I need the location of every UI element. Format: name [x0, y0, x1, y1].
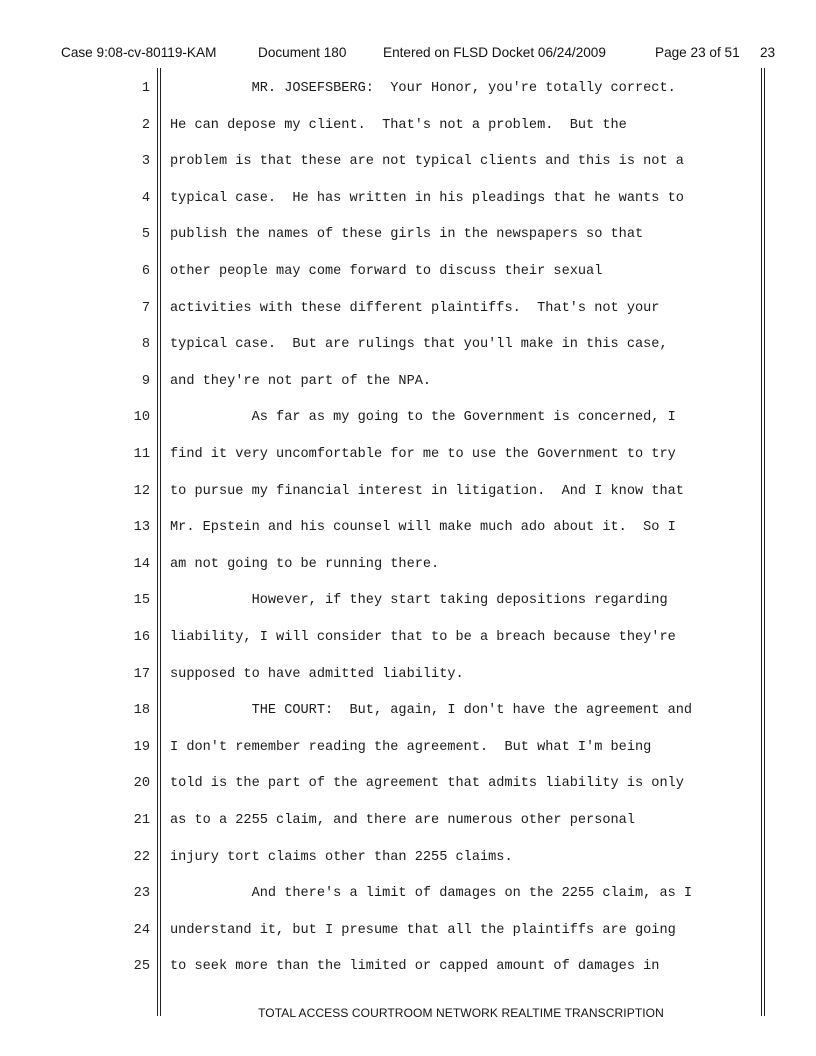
line-number: 5: [141, 227, 150, 243]
line-text: supposed to have admitted liability.: [170, 666, 464, 682]
line-text: told is the part of the agreement that admits liability is only: [170, 776, 684, 792]
transcript-line: [0, 775, 816, 812]
line-number: 25: [133, 959, 150, 975]
transcript-footer: TOTAL ACCESS COURTROOM NETWORK REALTIME TRANSCRIPTION: [258, 1006, 664, 1020]
line-number: 1: [141, 81, 150, 96]
line-number: 17: [133, 666, 150, 682]
transcript-line: [0, 666, 816, 703]
line-number: 16: [133, 630, 150, 645]
transcript-line: [0, 190, 816, 227]
line-number: 23: [133, 886, 150, 902]
line-number: 20: [133, 776, 150, 792]
transcript-line: [0, 117, 816, 154]
line-number: 6: [141, 264, 150, 279]
transcript-line: [0, 702, 816, 739]
line-text: as to a 2255 claim, and there are numerous other personal: [170, 813, 635, 828]
transcript-line: [0, 300, 816, 337]
line-number: 15: [133, 593, 150, 609]
docket-entry-date: Entered on FLSD Docket 06/24/2009: [383, 45, 606, 60]
transcript-line: [0, 739, 816, 776]
transcript-line: [0, 336, 816, 373]
transcript-line: [0, 519, 816, 556]
line-number: 19: [133, 739, 150, 755]
line-text: As far as my going to the Government is concerned, I: [170, 410, 676, 426]
line-number: 13: [133, 520, 150, 536]
line-number: 18: [133, 703, 150, 719]
line-number: 14: [133, 556, 150, 572]
case-number: Case 9:08-cv-80119-KAM: [61, 45, 217, 60]
line-text: THE COURT: But, again, I don't have the agreement and: [170, 703, 693, 719]
line-text: am not going to be running there.: [170, 556, 440, 572]
line-text: and they're not part of the NPA.: [170, 373, 432, 389]
transcript-line: [0, 629, 816, 666]
transcript-line: [0, 226, 816, 263]
line-text: find it very uncomfortable for me to use the Government to try: [170, 447, 676, 462]
line-text: activities with these different plaintiffs. That's not your: [170, 300, 660, 316]
line-number: 24: [133, 922, 150, 938]
line-text: liability, I will consider that to be a breach because they're: [170, 630, 676, 645]
transcript-line: [0, 409, 816, 446]
line-number: 12: [133, 483, 150, 499]
transcript-line: [0, 80, 816, 117]
transcript-line: [0, 373, 816, 410]
line-number: 3: [141, 154, 150, 170]
transcript-line: [0, 153, 816, 190]
line-text: I don't remember reading the agreement. But what I'm being: [170, 739, 652, 755]
line-number: 22: [133, 849, 150, 865]
transcript-line: [0, 885, 816, 922]
line-text: typical case. But are rulings that you'll make in this case,: [170, 337, 668, 353]
line-number: 9: [141, 373, 150, 389]
line-text: He can depose my client. That's not a problem. But the: [170, 117, 627, 133]
line-text: publish the names of these girls in the newspapers so that: [170, 227, 644, 243]
line-text: understand it, but I presume that all the plaintiffs are going: [170, 922, 676, 938]
line-text: to seek more than the limited or capped amount of damages in: [170, 959, 660, 975]
transcript-line: [0, 922, 816, 959]
line-text: injury tort claims other than 2255 claims.: [170, 849, 513, 865]
transcript-line: [0, 958, 816, 995]
document-number: Document 180: [258, 45, 347, 60]
filing-header: [61, 45, 806, 69]
line-number: 11: [133, 447, 150, 462]
line-text: And there's a limit of damages on the 2255 claim, as I: [170, 886, 693, 902]
line-text: However, if they start taking depositions regarding: [170, 593, 668, 609]
line-text: to pursue my financial interest in litigation. And I know that: [170, 483, 684, 499]
transcript-page-number: 23: [760, 45, 776, 60]
line-number: 2: [141, 117, 150, 133]
line-number: 4: [141, 190, 150, 206]
transcript-line: [0, 263, 816, 300]
line-number: 21: [133, 813, 150, 828]
line-text: typical case. He has written in his pleadings that he wants to: [170, 190, 684, 206]
transcript-line: [0, 446, 816, 483]
line-text: problem is that these are not typical clients and this is not a: [170, 154, 684, 170]
line-text: Mr. Epstein and his counsel will make much ado about it. So I: [170, 520, 676, 536]
transcript-line: [0, 483, 816, 520]
line-number: 7: [141, 300, 150, 316]
transcript-line: [0, 556, 816, 593]
line-text: other people may come forward to discuss their sexual: [170, 264, 603, 279]
transcript-line: [0, 812, 816, 849]
transcript-line: [0, 592, 816, 629]
line-text: MR. JOSEFSBERG: Your Honor, you're totally correct.: [170, 81, 676, 96]
page-count: Page 23 of 51: [655, 45, 740, 60]
transcript-line: [0, 849, 816, 886]
line-number: 8: [141, 337, 150, 353]
line-number: 10: [133, 410, 150, 426]
